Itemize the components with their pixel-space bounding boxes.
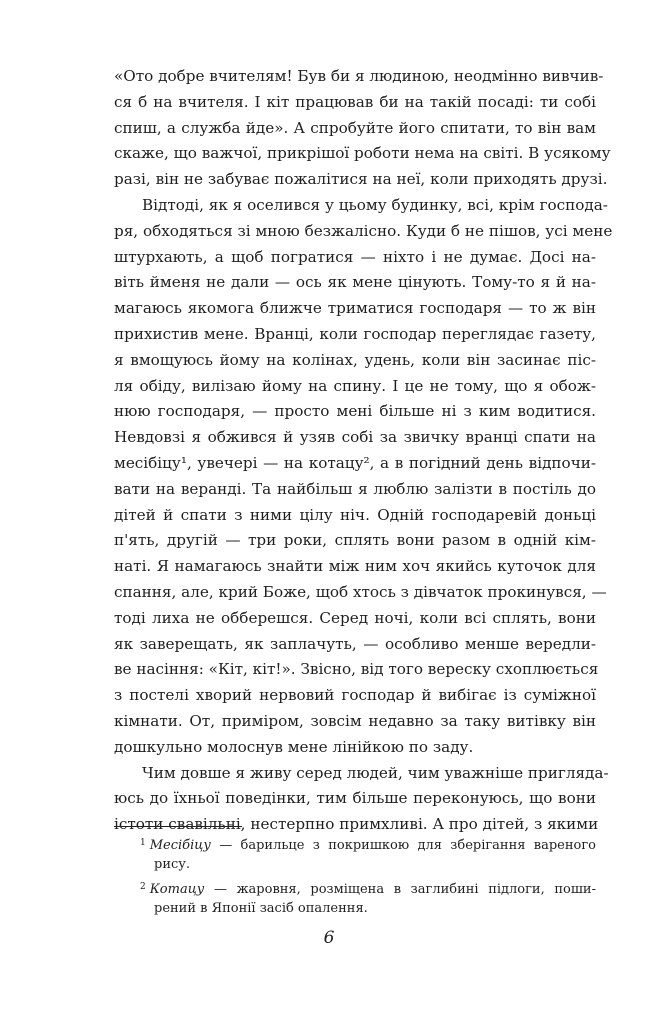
body-text: [114, 64, 613, 838]
paragraph-start-line: Відтоді, як я оселився у цьому будинку, всі, крім господа-: [142, 195, 608, 214]
text-line: віть йменя не дали — ось як мене цінують. Тому-то я й на-: [114, 273, 596, 292]
text-line: наті. Я намагаюсь знайти між ним хоч якийсь куточок для: [114, 557, 596, 576]
footnote-number: 1: [140, 838, 146, 848]
text-line: нюю господаря, — просто мені більше ні з ким водитися.: [114, 402, 596, 421]
page-number: 6: [323, 928, 335, 948]
footnote-term: Месібіцу: [149, 838, 211, 853]
text-line: штурхають, а щоб погратися — ніхто і не думає. Досі на-: [114, 247, 596, 266]
text-line: скаже, що важчої, прикрішої роботи нема на світі. В усякому: [114, 144, 611, 163]
text-line: як заверещать, як заплачуть, — особливо менше вередли-: [114, 634, 596, 653]
footnote-divider: [114, 826, 242, 827]
footnote-continuation: рису.: [154, 857, 191, 872]
text-line: спання, але, крий Боже, щоб хтось з дівчаток прокинувся, —: [114, 582, 607, 601]
text-line: ся б на вчителя. І кіт працював би на такій посаді: ти собі: [114, 92, 596, 111]
text-line: Невдовзі я обжився й узяв собі за звичку вранці спати на: [114, 428, 596, 447]
paragraph-start-line: Чим довше я живу серед людей, чим уважніше пригляда-: [142, 763, 609, 782]
text-line: з постелі хворий нервовий господар й вибігає із суміжної: [114, 686, 596, 705]
text-line: магаюсь якомога ближче триматися господаря — то ж він: [114, 299, 596, 318]
text-line: тоді лиха не обберешся. Серед ночі, коли всі сплять, вони: [114, 608, 596, 627]
text-line: кімнати. От, приміром, зовсім недавно за таку витівку він: [114, 711, 596, 730]
text-line-with-footnote-refs: месібіцу¹, увечері — на котацу², а в погідний день відпочи-: [114, 453, 596, 472]
footnote-text: — жаровня, розміщена в заглибині підлоги, поши-: [204, 882, 596, 897]
text-line: ря, обходяться зі мною безжалісно. Куди б не пішов, усі мене: [114, 221, 613, 240]
footnotes: [114, 832, 596, 920]
paragraph-end-line: разі, він не забуває пожалітися на неї, коли приходять друзі.: [114, 170, 608, 189]
text-line: прихистив мене. Вранці, коли господар переглядає газету,: [114, 324, 596, 343]
text-line: спиш, а служба йде». А спробуйте його спитати, то він вам: [114, 118, 596, 137]
footnote-number: 2: [140, 882, 146, 892]
footnote-continuation: рений в Японії засіб опалення.: [154, 901, 368, 916]
text-line: дітей й спати з ними цілу ніч. Одній господаревій доньці: [114, 505, 596, 524]
text-line: ля обіду, вилізаю йому на спину. І це не тому, що я обож-: [114, 376, 596, 395]
footnote-term: Котацу: [149, 882, 205, 897]
text-line: я вмощуюсь йому на колінах, удень, коли він засинає піс-: [114, 350, 596, 369]
paragraph-end-line: дошкульно молоснув мене лінійкою по заду.: [114, 737, 474, 756]
text-line: п'ять, другій — три роки, сплять вони разом в одній кім-: [114, 531, 596, 550]
text-line: ве насіння: «Кіт, кіт!». Звісно, від того вереску схоплюється: [114, 660, 599, 679]
footnote-1: [114, 832, 596, 854]
text-line: «Ото добре вчителям! Був би я людиною, неодмінно вивчив-: [114, 67, 604, 85]
text-line: вати на веранді. Та найбільш я люблю залізти в постіль до: [114, 479, 596, 498]
footnote-2: [114, 876, 596, 898]
footnote-text: — барильце з покришкою для зберігання вареного: [210, 838, 596, 853]
text-line: юсь до їхньої поведінки, тим більше переконуюсь, що вони: [114, 789, 596, 808]
text-line: істоти свавільні, нестерпно примхливі. А про дітей, з якими: [114, 815, 599, 834]
